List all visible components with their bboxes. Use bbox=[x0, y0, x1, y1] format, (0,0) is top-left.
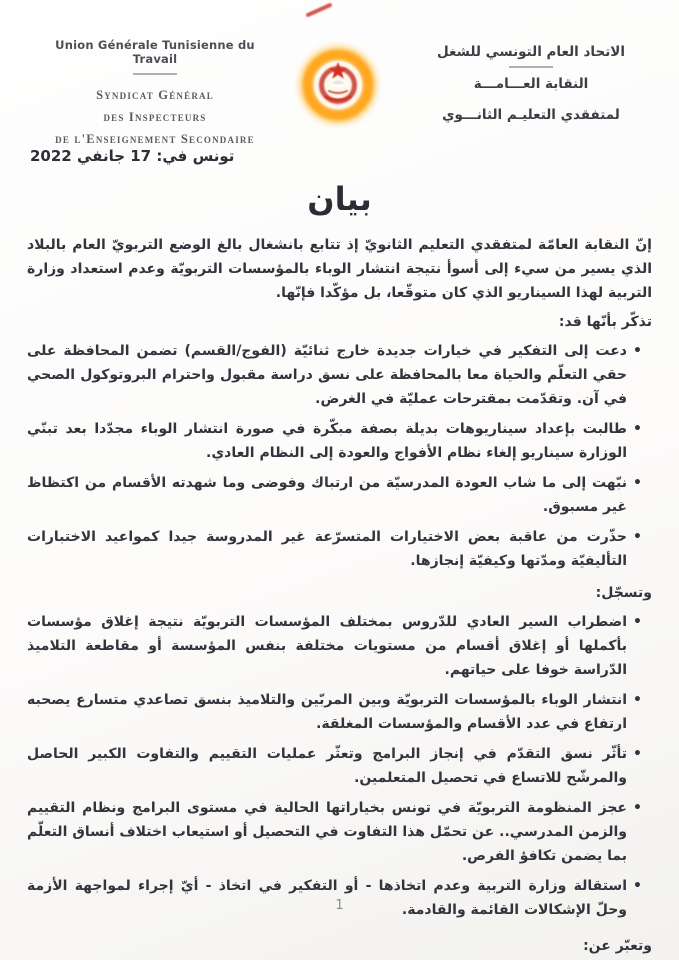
intro-paragraph: إنّ النقابة العامّة لمتفقدي التعليم الثانويّ إذ تتابع بانشغال بالغ الوضع التربويّ العام بالبلاد الذي يسير من سيء إلى أسوأ نتيجة انتشار الوباء بالمؤسسات التربويّة وعدم استعداد وزارة التربية لهذا السيناريو الذي كان متوقّعا، بل مؤكّدا فإنّها. bbox=[27, 237, 652, 301]
section1-heading: تذكّر بأنّها قد: bbox=[558, 314, 652, 330]
bullet-item: • استقالة وزارة التربية وعدم اتخاذها - أو التفكير في اتخاذ - أيّ إجراء لمواجهة الأزمة وحلّ الإشكالات القائمة والقادمة. bbox=[27, 874, 642, 922]
org-name-french: Union Générale Tunisienne du Travail bbox=[55, 38, 255, 66]
syndicat-line-1: Syndicat Général bbox=[96, 88, 214, 102]
syndicat-line-2: des Inspecteurs bbox=[103, 110, 207, 124]
bullet-item: • دعت إلى التفكير في خيارات جديدة خارج ثنائيّة (الفوج/القسم) تضمن المحافظة على حقي التعلّم والحياة معا بالمحافظة على نسق دراسة مقبول واحترام البروتوكول الصحي في آن. وتقدّمت بمقترحات عمليّة في الغرض. bbox=[27, 339, 642, 411]
bullet-item: • اضطراب السير العادي للدّروس بمختلف المؤسسات التربويّة نتيجة إغلاق مؤسسات بأكملها أو إغلاق أقسام من مستويات مختلفة بنفس المؤسسة أو مقاطعة التلاميذ الدّراسة خوفا على حياتهم. bbox=[27, 610, 642, 682]
section2-heading: وتسجّل: bbox=[595, 585, 652, 601]
divider-dash bbox=[133, 73, 177, 75]
section2-bullet-list bbox=[27, 610, 642, 922]
statement-title: بيان bbox=[307, 180, 372, 218]
inspectors-line: لمتفقدي التعليـم الثانـــوي bbox=[442, 107, 620, 123]
red-pen-mark bbox=[305, 2, 332, 17]
bullet-item: • طالبت بإعداد سيناريوهات بديلة بصفة مبكّرة في صورة انتشار الوباء مجدّدا بعد تبنّي الوزارة سيناريو إلغاء نظام الأفواج والعودة إلى النظام العادي. bbox=[27, 417, 642, 465]
closing-line: وتعبّر عن: bbox=[583, 938, 652, 954]
statement-body bbox=[27, 233, 652, 958]
bullet-item: • انتشار الوباء بالمؤسسات التربويّة وبين المربّين والتلاميذ بنسق تصاعدي متسارع يصحبه ارتفاع في عدد الأقسام والمؤسسات المغلقة. bbox=[27, 688, 642, 736]
date-line: تونس في: 17 جانفي 2022 bbox=[30, 147, 235, 165]
header-arabic-block bbox=[409, 44, 653, 123]
bullet-item: • نبّهت إلى ما شاب العودة المدرسيّة من ارتباك وفوضى وما شهدته الأقسام من اكتظاظ غير مسبوق. bbox=[27, 471, 642, 519]
org-name-arabic: الاتحاد العام التونسي للشغل bbox=[437, 44, 625, 60]
section1-bullet-list bbox=[27, 339, 642, 573]
syndicat-line-3: de l'Enseignement Secondaire bbox=[55, 132, 255, 146]
divider-dash bbox=[509, 66, 553, 68]
bullet-item: • حذّرت من عاقبة بعض الاختيارات المتسرّعة غير المدروسة جيدا كمواعيد الاختبارات التأليفيّة ومدّتها وكيفيّة إنجازها. bbox=[27, 525, 642, 573]
header-french-block bbox=[46, 38, 264, 150]
bullet-item: • عجز المنظومة التربويّة في تونس بخياراتها الحالية في مستوى البرامج ونظام التقييم والزمن المدرسي.. عن تحمّل هذا التفاوت في التحصيل أو استيعاب اختلاف أنساق التعلّم بما يضمن تكافؤ الفرص. bbox=[27, 796, 642, 868]
ugtt-logo-icon bbox=[295, 42, 381, 128]
general-syndicate-line: النقابة العـــامـــة bbox=[473, 76, 589, 92]
bullet-item: • تأثّر نسق التقدّم في إنجاز البرامج وتعثّر عمليات التقييم والتفاوت الكبير الحاصل والمرشّح للاتساع في تحصيل المتعلمين. bbox=[27, 742, 642, 790]
page-number: 1 bbox=[335, 898, 344, 913]
